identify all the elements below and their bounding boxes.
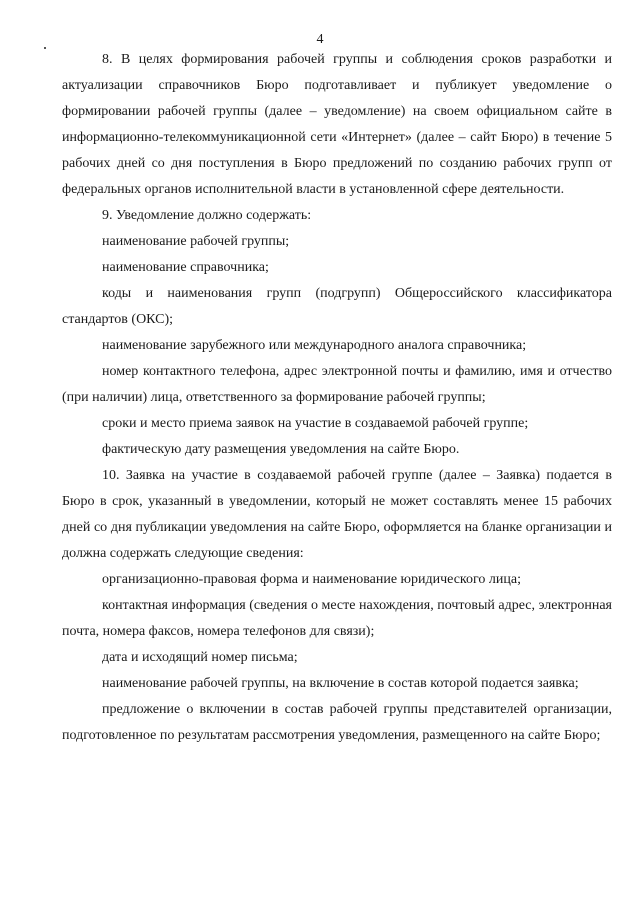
list-item: наименование рабочей группы, на включение в состав которой подается заявка; — [102, 676, 579, 691]
scan-speck — [44, 47, 46, 49]
paragraph-8: 8. В целях формирования рабочей группы и соблюдения сроков разработки и актуализации справочников Бюро подготавливает и публикует уведомление о формировании рабочей группы (далее – уведомление) на своем официальном сайте в информационно-телекоммуникационной сети «Интернет» (далее – сайт Бюро) в течение 5 рабочих дней со дня поступления в Бюро предложений по созданию рабочих групп от федеральных органов исполнительной власти в установленной сфере деятельности. — [62, 52, 612, 197]
list-item: наименование рабочей группы; — [102, 234, 290, 249]
page-number: 4 — [316, 32, 324, 47]
list-item: контактная информация (сведения о месте нахождения, почтовый адрес, электронная почта, номера факсов, номера телефонов для связи); — [62, 598, 612, 639]
paragraph-10: 10. Заявка на участие в создаваемой рабочей группе (далее – Заявка) подается в Бюро в срок, указанный в уведомлении, который не может составлять менее 15 рабочих дней со дня публикации уведомления на сайте Бюро, оформляется на бланке организации и должна содержать следующие сведения: — [62, 468, 612, 561]
document-body — [62, 47, 612, 749]
list-item: предложение о включении в состав рабочей группы представителей организации, подготовленное по результатам рассмотрения уведомления, размещенного на сайте Бюро; — [62, 702, 612, 743]
list-item: наименование справочника; — [102, 260, 269, 275]
list-item: дата и исходящий номер письма; — [102, 650, 298, 665]
list-item: номер контактного телефона, адрес электронной почты и фамилию, имя и отчество (при наличии) лица, ответственного за формирование рабочей группы; — [62, 364, 612, 405]
list-item: наименование зарубежного или международного аналога справочника; — [102, 338, 527, 353]
list-item: коды и наименования групп (подгрупп) Общероссийского классификатора стандартов (ОКС); — [62, 286, 612, 327]
paragraph-9: 9. Уведомление должно содержать: — [102, 208, 312, 223]
list-item: фактическую дату размещения уведомления на сайте Бюро. — [102, 442, 460, 457]
list-item: организационно-правовая форма и наименование юридического лица; — [102, 572, 521, 587]
list-item: сроки и место приема заявок на участие в создаваемой рабочей группе; — [102, 416, 529, 431]
